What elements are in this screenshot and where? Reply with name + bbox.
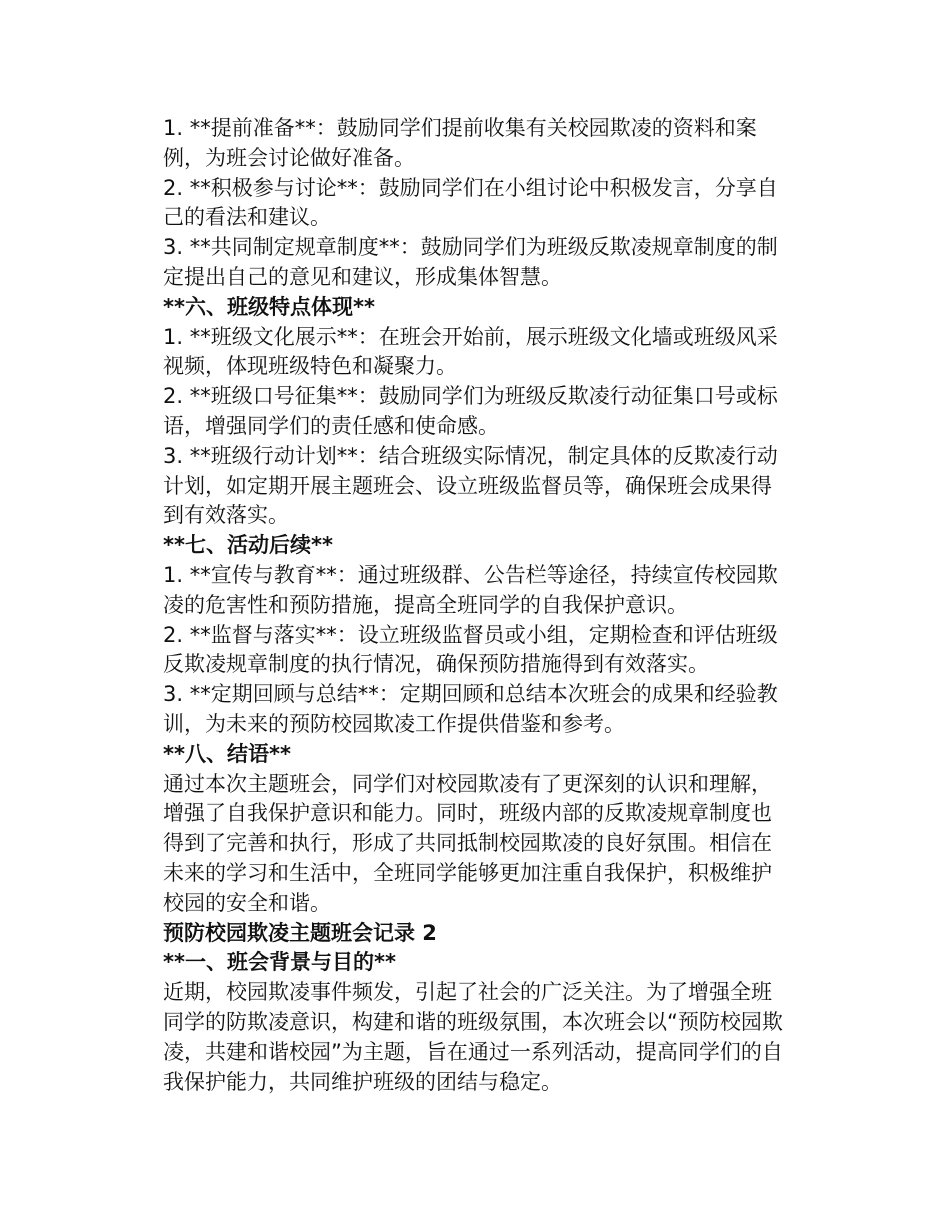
section-heading-class-features: **六、班级特点体现** (163, 294, 375, 319)
list-item-prepare: 1. **提前准备**：鼓励同学们提前收集有关校园欺凌的资料和案例，为班会讨论做好准备。 (163, 116, 757, 170)
section-heading-conclusion: **八、结语** (163, 741, 291, 766)
list-item-rules: 3. **共同制定规章制度**：鼓励同学们为班级反欺凌规章制度的制定提出自己的意见和建议，形成集体智慧。 (163, 235, 778, 289)
list-item-culture-display: 1. **班级文化展示**：在班会开始前，展示班级文化墙或班级风采视频，体现班级特色和凝聚力。 (163, 324, 778, 379)
list-item-review: 3. **定期回顾与总结**：定期回顾和总结本次班会的成果和经验教训，为未来的预防校园欺凌工作提供借鉴和参考。 (163, 682, 778, 736)
list-item-supervision: 2. **监督与落实**：设立班级监督员或小组，定期检查和评估班级反欺凌规章制度的执行情况，确保预防措施得到有效落实。 (163, 622, 778, 677)
document-title: 预防校园欺凌主题班会记录 2 (163, 920, 437, 945)
document-body (163, 114, 785, 1097)
list-item-publicity: 1. **宣传与教育**：通过班级群、公告栏等途径，持续宣传校园欺凌的危害性和预防措施，提高全班同学的自我保护意识。 (163, 562, 778, 617)
list-item-participate: 2. **积极参与讨论**：鼓励同学们在小组讨论中积极发言，分享自己的看法和建议。 (163, 175, 778, 230)
section-heading-background: **一、班会背景与目的** (163, 950, 396, 975)
background-paragraph: 近期，校园欺凌事件频发，引起了社会的广泛关注。为了增强全班同学的防欺凌意识，构建和谐的班级氛围，本次班会以“预防校园欺凌，共建和谐校园”为主题，旨在通过一系列活动，提高同学们的自我保护能力，共同维护班级的团结与稳定。 (163, 980, 783, 1094)
conclusion-paragraph: 通过本次主题班会，同学们对校园欺凌有了更深刻的认识和理解，增强了自我保护意识和能力。同时，班级内部的反欺凌规章制度也得到了完善和执行，形成了共同抵制校园欺凌的良好氛围。相信在未来的学习和生活中，全班同学能够更加注重自我保护，积极维护校园的安全和谐。 (163, 771, 772, 915)
list-item-slogan: 2. **班级口号征集**：鼓励同学们为班级反欺凌行动征集口号或标语，增强同学们的责任感和使命感。 (163, 384, 778, 438)
section-heading-follow-up: **七、活动后续** (163, 533, 333, 558)
list-item-action-plan: 3. **班级行动计划**：结合班级实际情况，制定具体的反欺凌行动计划，如定期开展主题班会、设立班级监督员等，确保班会成果得到有效落实。 (163, 443, 778, 528)
